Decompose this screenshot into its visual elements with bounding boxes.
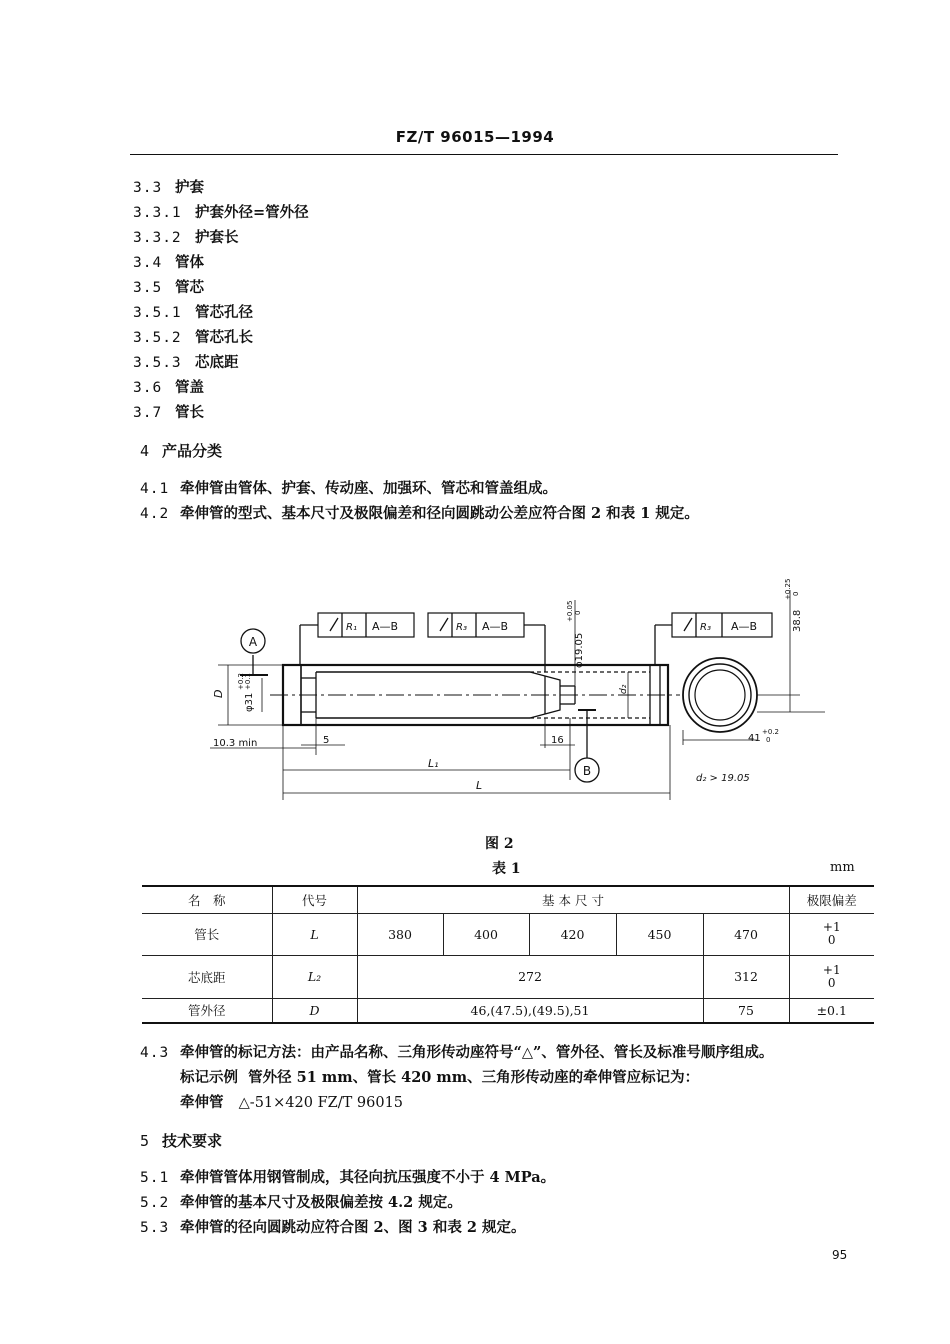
clause-3-7: 3.7 管长 — [133, 404, 204, 421]
frame2-r: R₃ — [456, 622, 467, 633]
cell-tol: +1 0 — [789, 913, 874, 955]
note-d2: d₂ > 19.05 — [696, 773, 750, 784]
dim-41: 41 — [748, 733, 761, 744]
table-row — [142, 913, 874, 955]
section-5-title: 5 技术要求 — [140, 1132, 223, 1150]
dim-19-05: φ19.05 — [574, 632, 585, 668]
table-unit: mm — [830, 860, 855, 875]
dim-d31: φ31 — [244, 692, 255, 712]
cell-value: 312 — [703, 955, 789, 998]
cell-value: 75 — [703, 998, 789, 1023]
cell-value: 470 — [703, 913, 789, 955]
clause-3-4: 3.4 管体 — [133, 254, 204, 271]
cell-value: 46,(47.5),(49.5),51 — [357, 998, 703, 1023]
dim-L1: L₁ — [428, 757, 439, 770]
cell-value: 380 — [357, 913, 443, 955]
clause-3-5-1: 3.5.1 管芯孔径 — [133, 304, 253, 321]
section-4-title: 4 产品分类 — [140, 442, 223, 460]
dim-41-tol-dn: 0 — [766, 736, 771, 744]
dim-d31-tol-dn: +0.1 — [244, 673, 252, 690]
clause-4-2: 4.2 牵伸管的型式、基本尺寸及极限偏差和径向圆跳动公差应符合图 2 和表 1 规定。 — [140, 505, 699, 522]
row-name: 芯底距 — [142, 955, 272, 998]
clause-3-5-2: 3.5.2 管芯孔长 — [133, 329, 253, 346]
dim-10-3-min: 10.3 min — [213, 738, 258, 749]
cell-value: 450 — [616, 913, 703, 955]
datum-a-label: A — [248, 635, 258, 649]
row-code: D — [272, 998, 357, 1023]
table-header-row — [142, 886, 874, 913]
cell-tol: ±0.1 — [789, 998, 874, 1023]
dim-38-8: 38.8 — [792, 609, 803, 632]
dim-38-8-tol-up: +0.25 — [784, 578, 792, 600]
row-name: 管外径 — [142, 998, 272, 1023]
clause-3-6: 3.6 管盖 — [133, 379, 204, 396]
frame1-r: R₁ — [346, 622, 357, 633]
page-number: 95 — [832, 1248, 848, 1262]
clause-3-5: 3.5 管芯 — [133, 279, 204, 296]
clause-5-1: 5.1 牵伸管管体用钢管制成，其径向抗压强度不小于 4 MPa。 — [140, 1169, 556, 1186]
dim-L: L — [476, 779, 483, 792]
dim-41-tol-up: +0.2 — [762, 728, 779, 736]
clause-5-2: 5.2 牵伸管的基本尺寸及极限偏差按 4.2 规定。 — [140, 1194, 462, 1211]
row-code: L₂ — [272, 955, 357, 998]
cell-value: 420 — [529, 913, 616, 955]
dim-38-8-tol-dn: 0 — [792, 591, 800, 596]
standard-header: FZ/T 96015—1994 — [395, 128, 555, 146]
clause-4-3: 4.3 牵伸管的标记方法：由产品名称、三角形传动座符号“△”、管外径、管长及标准号顺序组成。 — [140, 1044, 774, 1061]
dim-5: 5 — [323, 735, 330, 746]
clause-3-5-3: 3.5.3 芯底距 — [133, 354, 239, 371]
figure-caption: 图 2 — [485, 836, 514, 852]
dim-19-05-tol-up: +0.05 — [566, 600, 574, 622]
table-caption: 表 1 — [492, 861, 521, 877]
cell-value: 400 — [443, 913, 529, 955]
row-code: L — [272, 913, 357, 955]
dim-19-05-tol-dn: 0 — [574, 610, 582, 615]
dim-16: 16 — [551, 735, 564, 746]
row-name: 管长 — [142, 913, 272, 955]
frame3-ref: A—B — [731, 620, 758, 633]
clause-3-3-2: 3.3.2 护套长 — [133, 229, 239, 246]
marking-code: 牵伸管 △-51×420 FZ/T 96015 — [180, 1094, 404, 1111]
frame2-ref: A—B — [482, 620, 509, 633]
frame1-ref: A—B — [372, 620, 399, 633]
marking-example: 标记示例 管外径 51 mm、管长 420 mm、三角形传动座的牵伸管应标记为： — [180, 1069, 700, 1086]
header-tol: 极限偏差 — [789, 886, 874, 913]
cell-tol: +1 0 — [789, 955, 874, 998]
table-row — [142, 955, 874, 998]
clause-3-3: 3.3 护套 — [133, 179, 204, 196]
clause-3-3-1: 3.3.1 护套外径=管外径 — [133, 204, 309, 221]
header-code: 代号 — [272, 886, 357, 913]
dim-d2: d₂ — [619, 684, 629, 694]
clause-5-3: 5.3 牵伸管的径向圆跳动应符合图 2、图 3 和表 2 规定。 — [140, 1219, 526, 1236]
frame3-r: R₃ — [700, 622, 711, 633]
clause-4-1: 4.1 牵伸管由管体、护套、传动座、加强环、管芯和管盖组成。 — [140, 480, 557, 497]
table-row — [142, 998, 874, 1023]
datum-b-label: B — [582, 764, 592, 778]
header-basic: 基 本 尺 寸 — [357, 886, 789, 913]
dim-D: D — [212, 689, 225, 698]
table-1 — [142, 885, 874, 1024]
dim-d31-tol-up: +0.2 — [237, 673, 245, 690]
cell-value: 272 — [357, 955, 703, 998]
header-name: 名 称 — [142, 886, 272, 913]
